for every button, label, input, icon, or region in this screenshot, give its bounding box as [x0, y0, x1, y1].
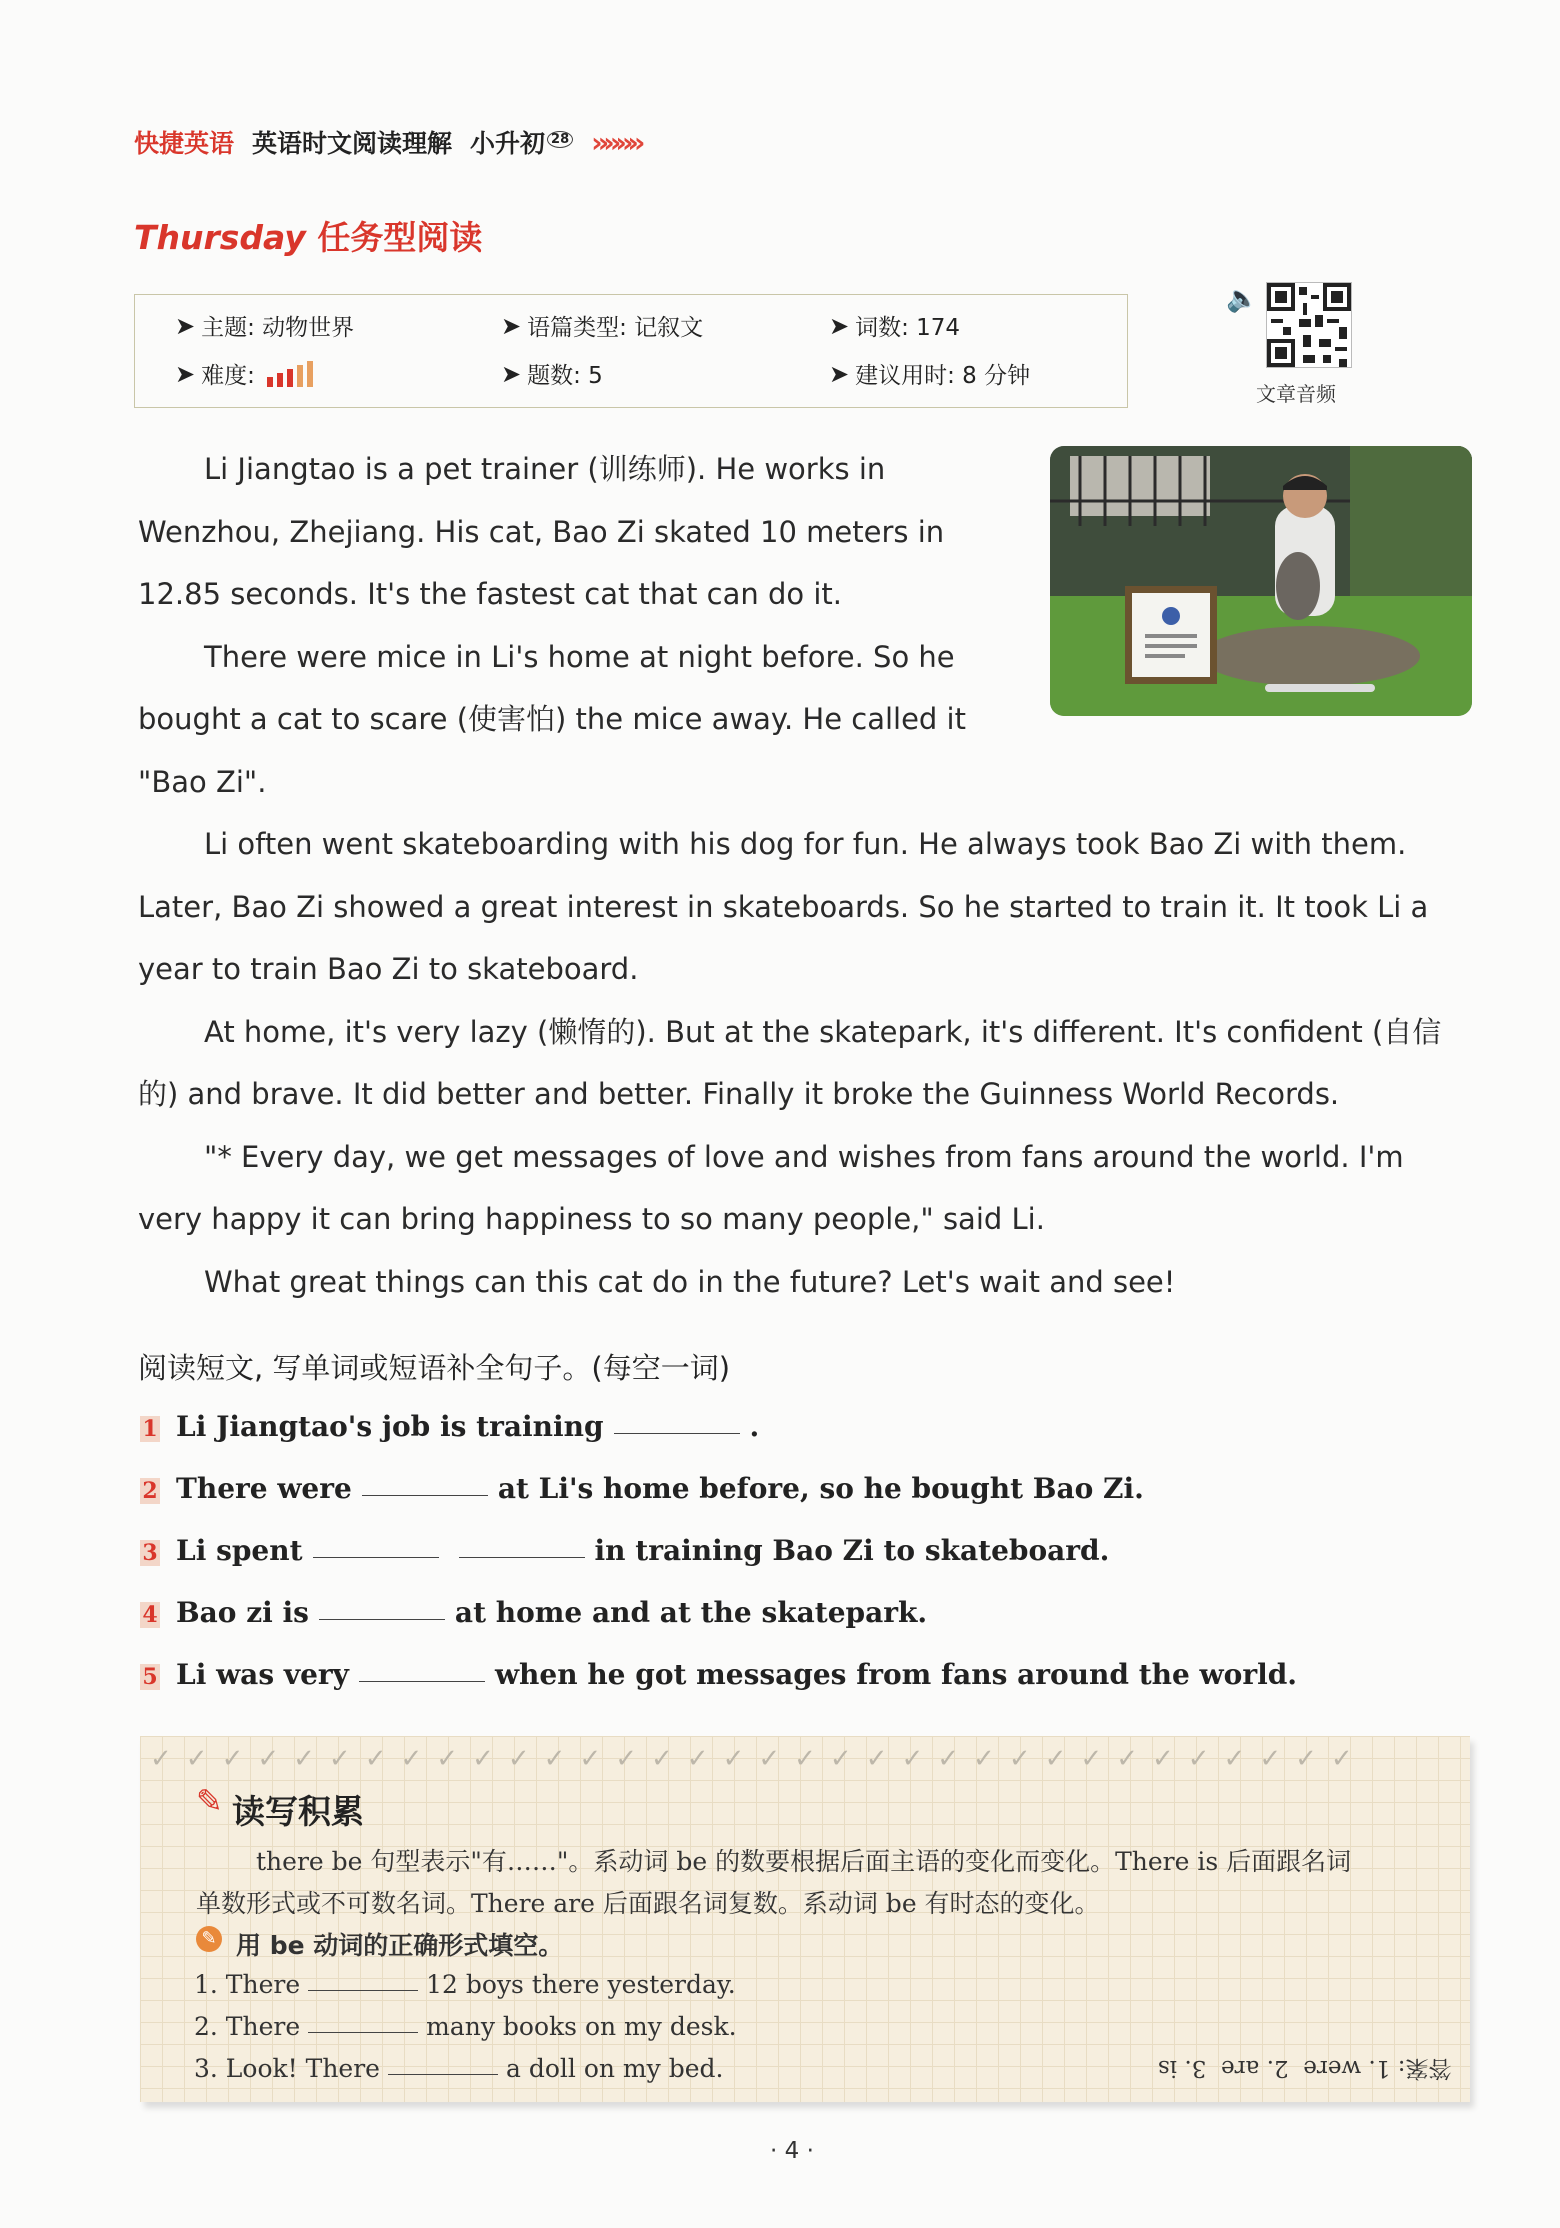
question-item: 3 Li spent in training Bao Zi to skateboard. [140, 1534, 1109, 1567]
difficulty-bar [297, 365, 303, 387]
info-topic: ➤ 主题: 动物世界 [175, 311, 355, 341]
answer-blank[interactable] [614, 1432, 740, 1434]
arrow-icon: ➤ [829, 311, 850, 340]
exercise-item: 3. Look! There a doll on my bed. [194, 2054, 724, 2083]
question-number: 2 [140, 1478, 160, 1504]
exercise-instruction: 阅读短文, 写单词或短语补全句子。(每空一词) [138, 1351, 731, 1385]
answer-blank[interactable] [313, 1556, 439, 1558]
pencil-cup-icon: ✎ [196, 1782, 223, 1820]
brand-name: 快捷英语 [134, 129, 235, 158]
difficulty-bar [267, 377, 273, 387]
info-questions: ➤ 题数: 5 [501, 359, 603, 389]
difficulty-bars [267, 361, 313, 387]
paragraph: There were mice in Li's home at night before. So he bought a cat to scare (使害怕) the mice away. He called it "Bao Zi". [138, 639, 966, 799]
notes-line: 单数形式或不可数名词。There are 后面跟名词复数。系动词 be 有时态的变化。 [196, 1889, 1100, 1918]
question-item: 5 Li was very when he got messages from fans around the world. [140, 1658, 1297, 1691]
issue-label: 小升初 $^{28}$ [470, 124, 573, 160]
paragraph: At home, it's very lazy (懒惰的). But at the skatepark, it's different. It's confident (自信的) and brave. It did better and better. Finally it broke the Guinness World Records. [138, 1014, 1442, 1111]
arrow-icon: ➤ [501, 311, 522, 340]
running-header [134, 124, 640, 160]
chevron-arrows-icon: »»»» [591, 125, 640, 159]
arrow-icon: ➤ [829, 359, 850, 388]
answer-blank[interactable] [459, 1556, 585, 1558]
question-item: 2 There were at Li's home before, so he bought Bao Zi. [140, 1472, 1144, 1505]
section-title-en: Thursday [134, 218, 306, 257]
arrow-icon: ➤ [175, 311, 196, 340]
answer-blank[interactable] [319, 1618, 445, 1620]
question-number: 3 [140, 1540, 160, 1566]
series-name: 英语时文阅读理解 [252, 129, 453, 158]
answer-blank[interactable] [362, 1494, 488, 1496]
question-number: 5 [140, 1664, 160, 1690]
upside-down-answer: 答案: 1. were 2. are 3. is [1158, 2055, 1452, 2081]
exercise-title: 用 be 动词的正确形式填空。 [236, 1931, 564, 1960]
issue-number: 28 [547, 131, 573, 148]
info-difficulty: ➤ 难度: [175, 357, 313, 390]
question-item: 1 Li Jiangtao's job is training . [140, 1410, 759, 1443]
exercise-item: 1. There 12 boys there yesterday. [194, 1970, 736, 1999]
info-time: ➤ 建议用时: 8 分钟 [829, 359, 1031, 389]
question-item: 4 Bao zi is at home and at the skatepark. [140, 1596, 927, 1629]
answer-blank[interactable] [359, 1680, 485, 1682]
notes-line: there be 句型表示"有……"。系动词 be 的数要根据后面主语的变化而变化。There is 后面跟名词 [256, 1847, 1352, 1876]
difficulty-bar [287, 369, 293, 387]
question-number: 1 [140, 1416, 160, 1442]
question-number: 4 [140, 1602, 160, 1628]
info-genre: ➤ 语篇类型: 记叙文 [501, 311, 704, 341]
answer-blank[interactable] [308, 1989, 418, 1991]
qr-caption: 文章音频 [1256, 382, 1336, 406]
notes-title: 读写积累 [232, 1792, 364, 1831]
difficulty-bar [307, 361, 313, 387]
answer-blank[interactable] [308, 2031, 418, 2033]
paragraph: Li often went skateboarding with his dog for fun. He always took Bao Zi with them. Later, Bao Zi showed a great interest in skateboards. So he started to train it. It took Li a year to train Bao Zi to skateboard. [138, 827, 1429, 986]
paragraph: "* Every day, we get messages of love and wishes from fans around the world. I'm very happy it can bring happiness to so many people," said Li. [138, 1139, 1404, 1236]
exercise-item: 2. There many books on my desk. [194, 2012, 737, 2041]
section-title [134, 212, 482, 259]
article-passage [138, 438, 1470, 1313]
info-box [134, 294, 1128, 408]
info-words: ➤ 词数: 174 [829, 311, 961, 341]
section-title-zh: 任务型阅读 [317, 218, 483, 257]
difficulty-bar [277, 373, 283, 387]
paragraph: What great things can this cat do in the future? Let's wait and see! [204, 1264, 1176, 1299]
pencil-icon: ✎ [196, 1926, 222, 1952]
arrow-icon: ➤ [501, 359, 522, 388]
paragraph: Li Jiangtao is a pet trainer (训练师). He works in Wenzhou, Zhejiang. His cat, Bao Zi skated 10 meters in 12.85 seconds. It's the fastest cat that can do it. [138, 452, 945, 611]
page-number: · 4 · [770, 2138, 814, 2164]
answer-blank[interactable] [388, 2073, 498, 2075]
arrow-icon: ➤ [175, 359, 196, 388]
qr-code-icon [1266, 282, 1352, 368]
speaker-icon: 🔈 [1226, 284, 1259, 314]
spiral-binding-icon: ✓✓✓✓✓✓✓✓✓✓✓✓✓✓✓✓✓✓✓✓✓✓✓✓✓✓✓✓✓✓✓✓✓✓ [150, 1744, 1367, 1774]
